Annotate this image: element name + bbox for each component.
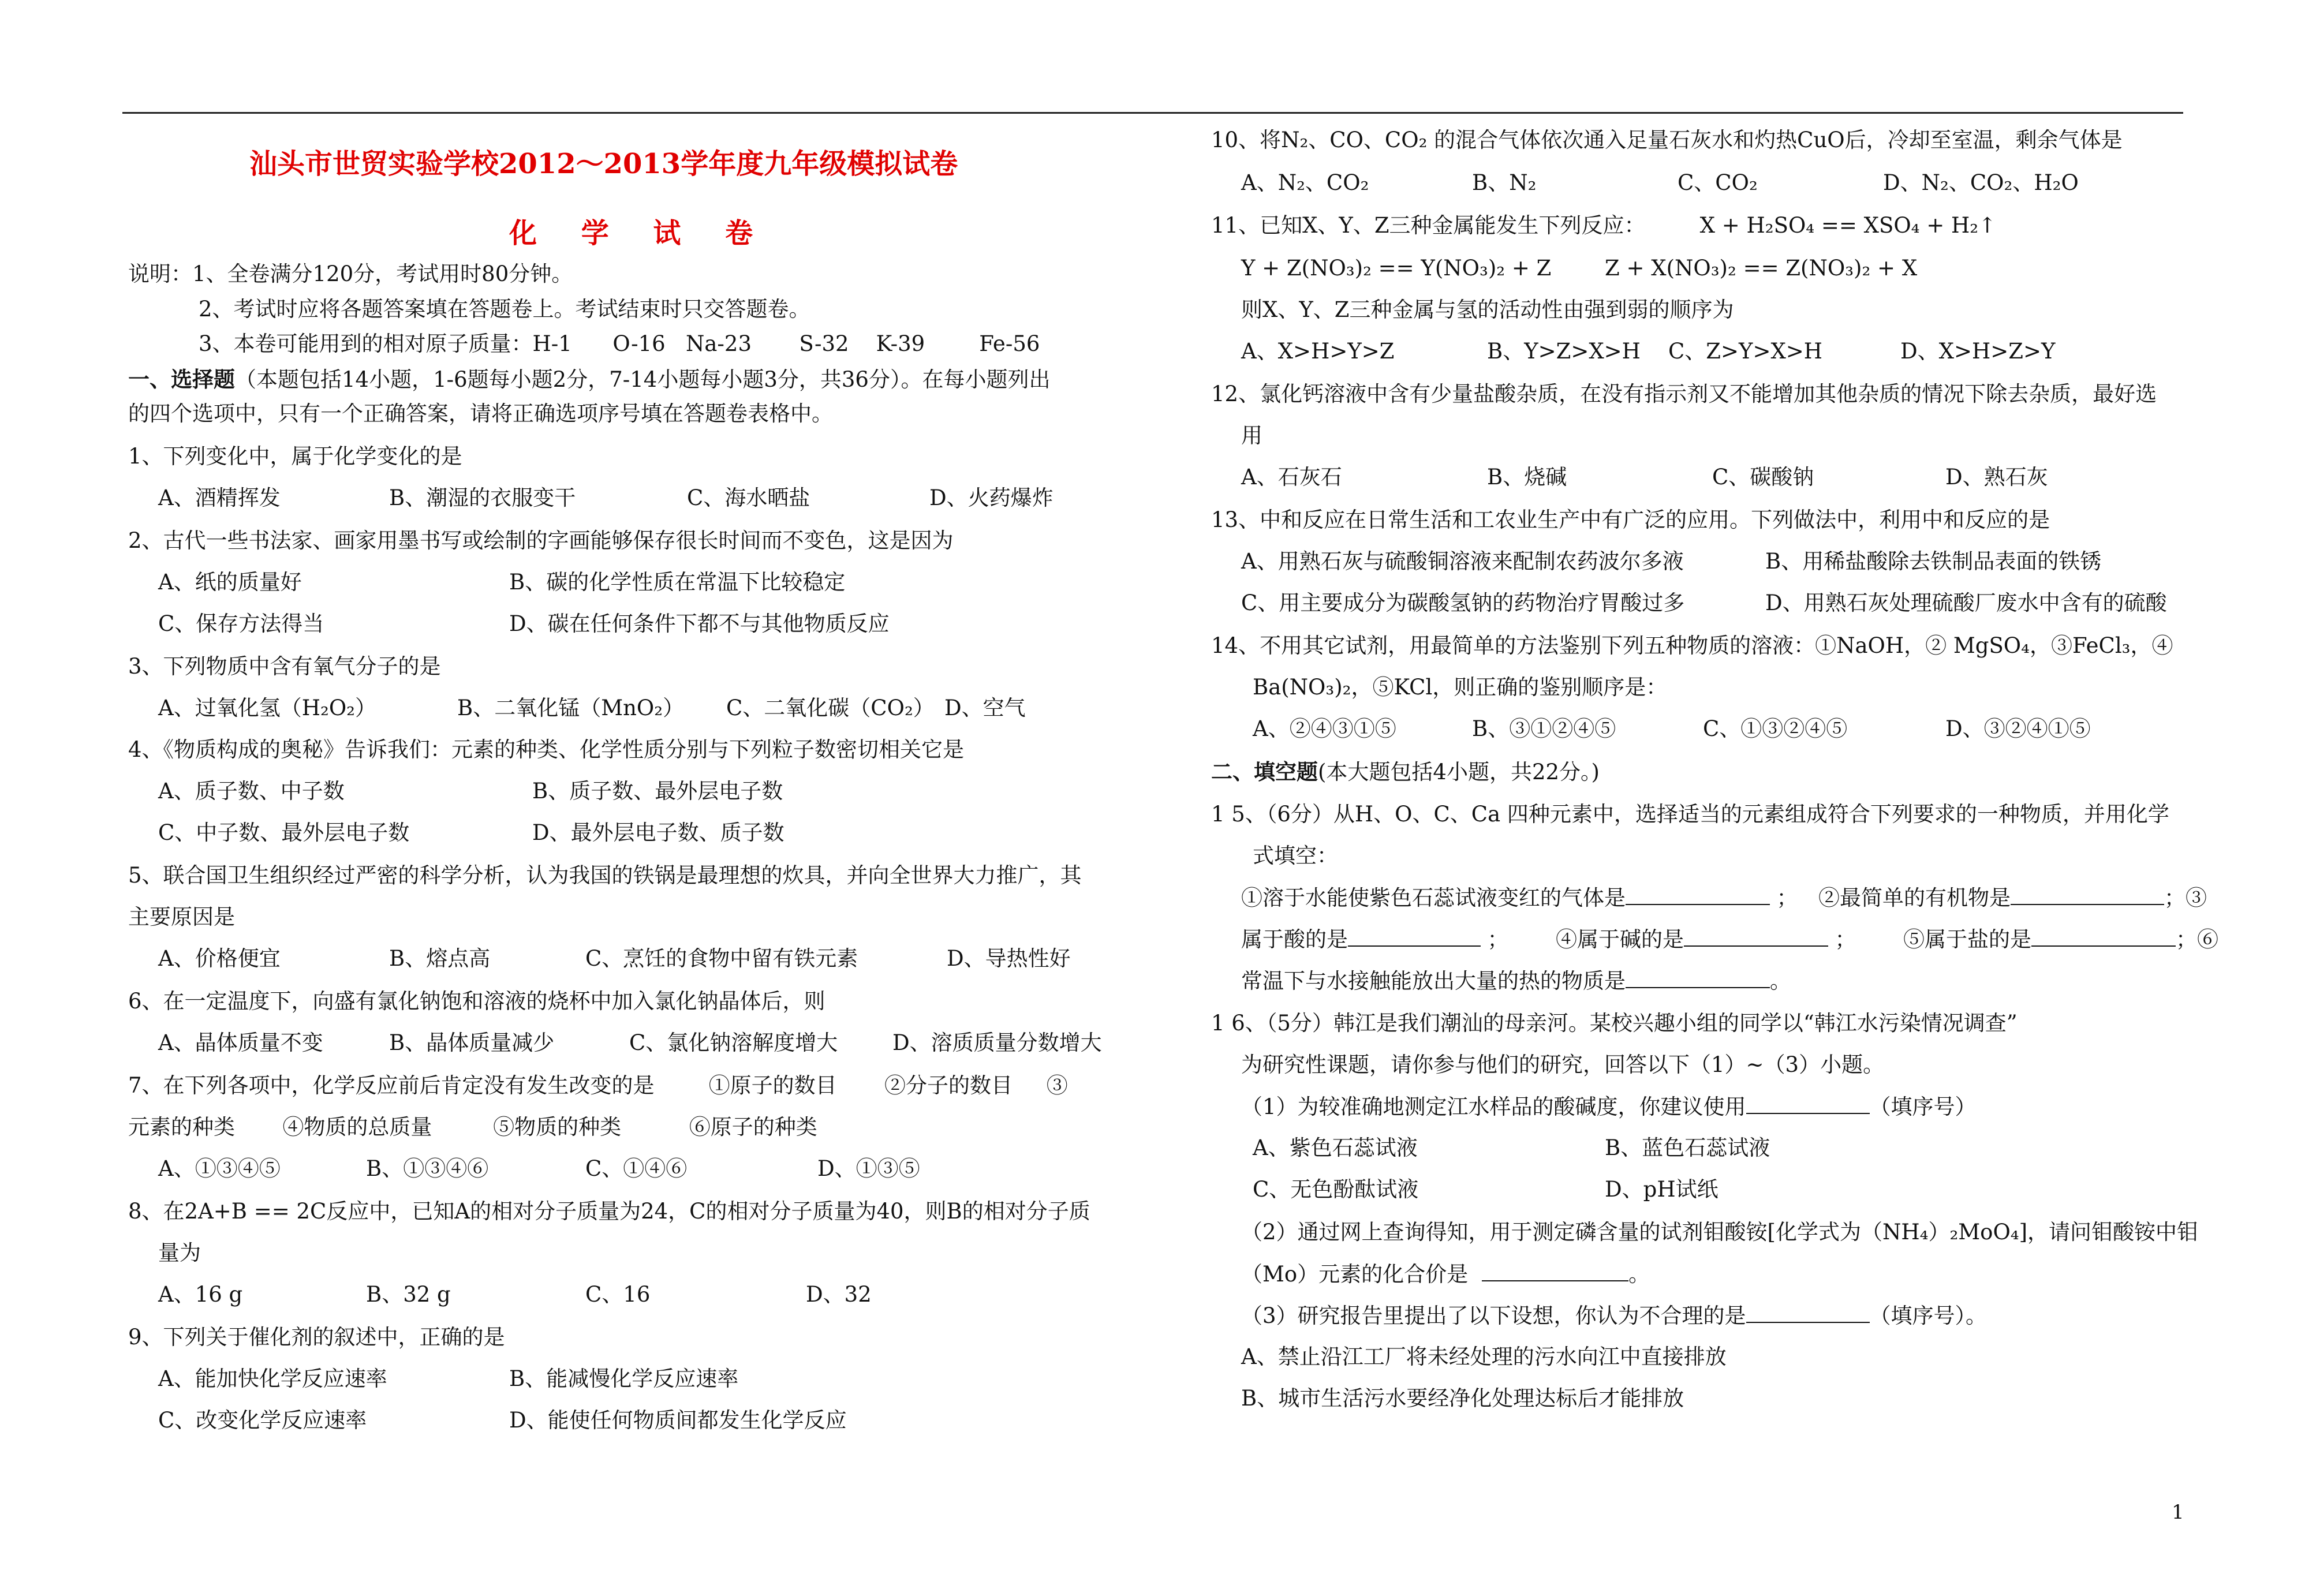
q4-option-b: B、质子数、最外层电子数 (532, 779, 783, 803)
q15-line-2 (1241, 926, 2218, 952)
q16-sub-2: （2）通过网上查询得知，用于测定磷含量的试剂钼酸铵[化学式为（NH₄）₂MoO₄]，请问钼酸铵中钼 (1241, 1220, 2199, 1244)
q16-sub-3-option-a: A、禁止沿江工厂将未经处理的污水向江中直接排放 (1241, 1344, 1727, 1369)
q7-option-a: A、①③④⑤ (158, 1156, 281, 1181)
q3-option-c: C、二氧化碳（CO₂） (726, 696, 935, 720)
q3-option-a: A、过氧化氢（H₂O₂） (158, 696, 376, 720)
q7-option-b: B、①③④⑥ (366, 1156, 489, 1181)
q16-option-a: A、紫色石蕊试液 (1253, 1135, 1418, 1160)
q16-sub-3-option-b: B、城市生活污水要经净化处理达标后才能排放 (1241, 1386, 1684, 1411)
q16-answer-2[interactable] (1482, 1261, 1628, 1281)
section2-heading (1211, 758, 1600, 785)
q13-option-c: C、用主要成分为碳酸氢钠的药物治疗胃酸过多 (1241, 590, 1685, 615)
q15-prompt-4: 属于酸的是 (1241, 927, 1348, 952)
q16-stem: 1 6、（5分）韩江是我们潮汕的母亲河。某校兴趣小组的同学以“韩江水污染情况调查” (1211, 1011, 2018, 1036)
q3-option-d: D、空气 (944, 696, 1026, 720)
q9-stem: 9、下列关于催化剂的叙述中，正确的是 (128, 1325, 505, 1350)
q5-option-b: B、熔点高 (389, 946, 491, 971)
q16-sub-1-suffix: （填序号） (1869, 1094, 1977, 1119)
note-2: 2、考试时应将各题答案填在答题卷上。考试结束时只交答题卷。 (199, 297, 810, 322)
q15-prompt-7: ；⑥ (2176, 927, 2218, 952)
q11-equation-2: Z + X(NO₃)₂ == Z(NO₃)₂ + X (1605, 256, 1918, 281)
header-rule (122, 112, 2183, 114)
q10-stem: 10、将N₂、CO、CO₂ 的混合气体依次通入足量石灰水和灼热CuO后，冷却至室温，剩余气体是 (1211, 128, 2123, 152)
q13-option-a: A、用熟石灰与硫酸铜溶液来配制农药波尔多液 (1241, 549, 1684, 574)
q6-option-d: D、溶质质量分数增大 (892, 1030, 1102, 1055)
q10-option-a: A、N₂、CO₂ (1241, 170, 1369, 195)
q6-option-c: C、氯化钠溶解度增大 (629, 1030, 838, 1055)
q5-option-d: D、导热性好 (947, 946, 1071, 971)
q15-answer-1[interactable] (1626, 884, 1770, 905)
q15-answer-2[interactable] (2011, 884, 2164, 905)
q15-prompt-2: ②最简单的有机物是 (1818, 885, 2011, 910)
q16-sub-1-text: （1）为较准确地测定江水样品的酸碱度，你建议使用 (1241, 1094, 1746, 1119)
q7-stem: 7、在下列各项中，化学反应前后肯定没有发生改变的是 ①原子的数目 ②分子的数目 ③ (128, 1073, 1068, 1098)
q16-answer-1[interactable] (1746, 1093, 1870, 1114)
q15-stem: 1 5、（6分）从H、O、C、Ca 四种元素中，选择适当的元素组成符合下列要求的一种物质，并用化学 (1211, 802, 2169, 827)
section1-heading-rest: （本题包括14小题，1-6题每小题2分，7-14小题每小题3分，共36分）。在每小题列出 (235, 367, 1051, 392)
q4-option-c: C、中子数、最外层电子数 (158, 820, 410, 845)
q5-stem: 5、联合国卫生组织经过严密的科学分析，认为我国的铁锅是最理想的炊具，并向全世界大力推广，其 (128, 863, 1082, 888)
q15-line-3 (1241, 967, 1791, 994)
q4-stem: 4、《物质构成的奥秘》告诉我们：元素的种类、化学性质分别与下列粒子数密切相关它是 (128, 737, 965, 762)
q15-end: 。 (1770, 969, 1791, 993)
q16-answer-3[interactable] (1746, 1302, 1870, 1323)
exam-title: 汕头市世贸实验学校2012～2013学年度九年级模拟试卷 (249, 148, 958, 180)
q12-option-d: D、熟石灰 (1945, 465, 2048, 489)
page-number: 1 (2172, 1501, 2184, 1524)
q11-stem: 11、已知X、Y、Z三种金属能发生下列反应： X + H₂SO₄ == XSO₄ + H₂↑ (1211, 213, 1997, 238)
q2-option-c: C、保存方法得当 (158, 611, 324, 636)
exam-subtitle: 化 学 试 卷 (509, 217, 771, 249)
q2-stem: 2、古代一些书法家、画家用墨书写或绘制的字画能够保存很长时间而不变色，这是因为 (128, 528, 954, 553)
q16-sub-2-text: （Mo）元素的化合价是 (1241, 1262, 1469, 1287)
q3-option-b: B、二氧化锰（MnO₂） (457, 696, 685, 720)
q12-option-c: C、碳酸钠 (1712, 465, 1814, 489)
q2-option-a: A、纸的质量好 (158, 570, 302, 595)
q14-option-b: B、③①②④⑤ (1472, 716, 1616, 741)
q1-option-c: C、海水晒盐 (687, 485, 810, 510)
q5-option-c: C、烹饪的食物中留有铁元素 (585, 946, 858, 971)
q12-option-b: B、烧碱 (1487, 465, 1567, 489)
q11-option-c: C、Z>Y>X>H (1668, 339, 1823, 364)
section2-heading-bold: 二、填空题 (1211, 759, 1318, 784)
q10-option-c: C、CO₂ (1678, 170, 1758, 195)
q5-option-a: A、价格便宜 (158, 946, 281, 971)
q15-prompt-8: 常温下与水接触能放出大量的热的物质是 (1241, 969, 1626, 993)
section1-heading (128, 366, 1050, 393)
q6-option-a: A、晶体质量不变 (158, 1030, 323, 1055)
q16-sub-3 (1241, 1302, 1987, 1329)
q15-answer-6[interactable] (1626, 967, 1770, 988)
q3-stem: 3、下列物质中含有氧气分子的是 (128, 654, 441, 679)
q16-option-d: D、pH试纸 (1605, 1177, 1719, 1202)
q7-option-d: D、①③⑤ (817, 1156, 920, 1181)
q15-semicolon-1: ； (1776, 885, 1798, 910)
q8-option-c: C、16 (585, 1282, 651, 1307)
q2-option-b: B、碳的化学性质在常温下比较稳定 (509, 570, 846, 595)
q14-stem-cont: Ba(NO₃)₂，⑤KCl，则正确的鉴别顺序是： (1253, 675, 1668, 700)
q16-sub-2-end: 。 (1628, 1262, 1650, 1287)
q16-stem-cont: 为研究性课题，请你参与他们的研究，回答以下（1）~（3）小题。 (1241, 1052, 1885, 1077)
q14-option-c: C、①③②④⑤ (1703, 716, 1848, 741)
q15-prompt-3: ；③ (2164, 885, 2207, 910)
q11-option-a: A、X>H>Y>Z (1241, 339, 1395, 364)
q6-stem: 6、在一定温度下，向盛有氯化钠饱和溶液的烧杯中加入氯化钠晶体后，则 (128, 989, 825, 1014)
q15-stem-cont: 式填空： (1253, 843, 1338, 868)
q2-option-d: D、碳在任何条件下都不与其他物质反应 (509, 611, 890, 636)
q8-option-a: A、16 g (158, 1282, 243, 1307)
q15-prompt-6: ⑤属于盐的是 (1903, 927, 2031, 952)
q4-option-a: A、质子数、中子数 (158, 779, 345, 803)
q8-stem: 8、在2A+B == 2C反应中，已知A的相对分子质量为24，C的相对分子质量为40，则B的相对分子质 (128, 1199, 1090, 1224)
q11-equation-1: Y + Z(NO₃)₂ == Y(NO₃)₂ + Z (1241, 256, 1552, 281)
q15-semicolon-2: ； (1487, 927, 1509, 952)
q16-sub-1 (1241, 1093, 1977, 1120)
q15-answer-3[interactable] (1348, 926, 1481, 947)
q1-option-a: A、酒精挥发 (158, 485, 281, 510)
q7-option-c: C、①④⑥ (585, 1156, 688, 1181)
q8-option-d: D、32 (806, 1282, 872, 1307)
q6-option-b: B、晶体质量减少 (389, 1030, 555, 1055)
q8-stem-cont: 量为 (158, 1240, 201, 1265)
q10-option-d: D、N₂、CO₂、H₂O (1883, 170, 2079, 195)
q1-option-d: D、火药爆炸 (929, 485, 1053, 510)
q16-sub-3-suffix: （填序号）。 (1869, 1303, 1988, 1328)
note-1: 说明：1、全卷满分120分，考试用时80分钟。 (128, 261, 573, 286)
q14-option-d: D、③②④①⑤ (1945, 716, 2091, 741)
section1-heading-bold: 一、选择题 (128, 367, 235, 392)
q8-option-b: B、32 g (366, 1282, 451, 1307)
q11-option-b: B、Y>Z>X>H (1487, 339, 1641, 364)
q5-stem-cont: 主要原因是 (128, 904, 235, 929)
q15-prompt-5: ④属于碱的是 (1556, 927, 1684, 952)
q15-line-1 (1241, 884, 2207, 911)
q7-stem-cont: 元素的种类 ④物质的总质量 ⑤物质的种类 ⑥原子的种类 (128, 1115, 817, 1139)
q12-option-a: A、石灰石 (1241, 465, 1342, 489)
q15-prompt-1: ①溶于水能使紫色石蕊试液变红的气体是 (1241, 885, 1626, 910)
q1-stem: 1、下列变化中，属于化学变化的是 (128, 444, 462, 469)
note-3: 3、本卷可能用到的相对原子质量：H-1 O-16 Na-23 S-32 K-39 Fe-56 (199, 331, 1040, 356)
q12-stem: 12、氯化钙溶液中含有少量盐酸杂质，在没有指示剂又不能增加其他杂质的情况下除去杂质，最好选 (1211, 382, 2157, 406)
q1-option-b: B、潮湿的衣服变干 (389, 485, 576, 510)
q11-stem-cont: 则X、Y、Z三种金属与氢的活动性由强到弱的顺序为 (1241, 297, 1734, 322)
q11-option-d: D、X>H>Z>Y (1900, 339, 2056, 364)
q4-option-d: D、最外层电子数、质子数 (532, 820, 784, 845)
q12-stem-cont: 用 (1241, 423, 1262, 448)
q15-answer-4[interactable] (1684, 926, 1828, 947)
section2-heading-rest: (本大题包括4小题，共22分。) (1318, 760, 1600, 784)
q9-option-c: C、改变化学反应速率 (158, 1408, 367, 1433)
q9-option-b: B、能减慢化学反应速率 (509, 1366, 739, 1391)
q13-option-d: D、用熟石灰处理硫酸厂废水中含有的硫酸 (1765, 590, 2167, 615)
q9-option-d: D、能使任何物质间都发生化学反应 (509, 1408, 847, 1433)
q15-semicolon-3: ； (1835, 927, 1856, 952)
section1-heading-cont: 的四个选项中，只有一个正确答案，请将正确选项序号填在答题卷表格中。 (128, 401, 833, 426)
q9-option-a: A、能加快化学反应速率 (158, 1366, 387, 1391)
q16-sub-3-text: （3）研究报告里提出了以下设想，你认为不合理的是 (1241, 1303, 1746, 1328)
q16-sub-2-cont (1241, 1261, 1650, 1287)
q14-stem: 14、不用其它试剂，用最简单的方法鉴别下列五种物质的溶液：①NaOH，② MgSO₄，③FeCl₃，④ (1211, 633, 2173, 658)
q13-stem: 13、中和反应在日常生活和工农业生产中有广泛的应用。下列做法中，利用中和反应的是 (1211, 507, 2050, 532)
q14-option-a: A、②④③①⑤ (1253, 716, 1396, 741)
q16-option-b: B、蓝色石蕊试液 (1605, 1135, 1770, 1160)
q15-answer-5[interactable] (2031, 926, 2176, 947)
q13-option-b: B、用稀盐酸除去铁制品表面的铁锈 (1765, 549, 2102, 574)
q10-option-b: B、N₂ (1472, 170, 1537, 195)
q16-option-c: C、无色酚酞试液 (1253, 1177, 1419, 1202)
